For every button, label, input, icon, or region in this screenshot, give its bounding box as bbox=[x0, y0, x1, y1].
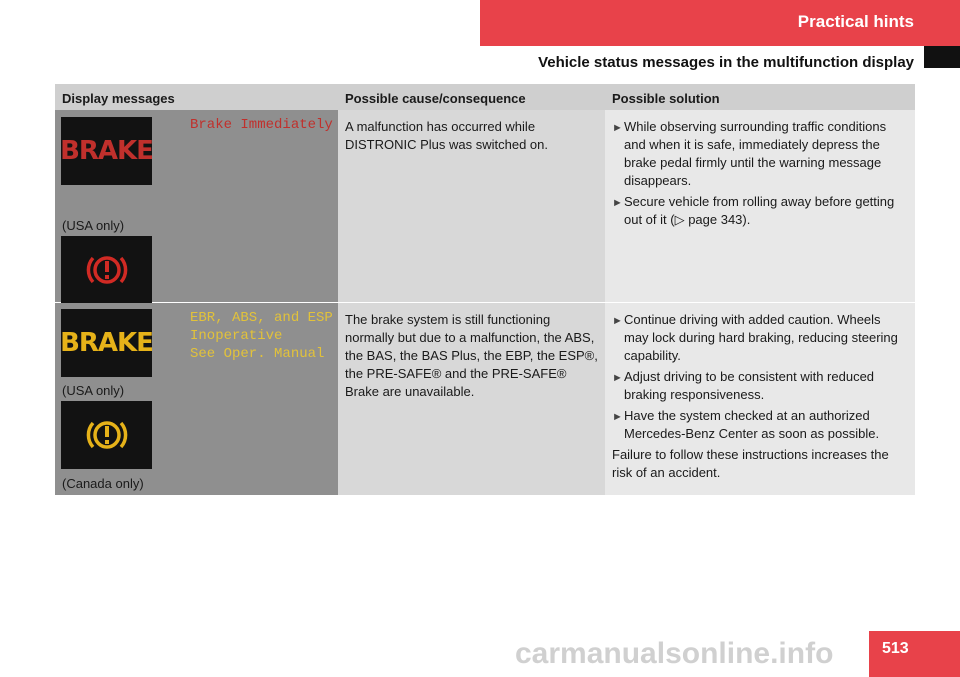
list-item bbox=[612, 193, 908, 229]
bullet-arrow-icon: ► bbox=[612, 122, 623, 134]
list-item bbox=[612, 118, 908, 190]
column-header: Display messages bbox=[62, 91, 175, 106]
brake-lamp-canada bbox=[61, 401, 152, 469]
cause-cell: The brake system is still functioning normally but due to a malfunction, the ABS, the BAS, the BAS Plus, the EBP, the ESP®, the PRE-SAFE® and the PRE-SAFE® Brake are unavailable. bbox=[338, 303, 605, 495]
display-message-cell bbox=[55, 110, 338, 302]
list-item bbox=[612, 368, 908, 404]
page-subheading: Vehicle status messages in the multifunction display bbox=[538, 54, 914, 71]
column-header: Possible cause/consequence bbox=[345, 91, 526, 106]
list-item bbox=[612, 311, 908, 365]
bullet-arrow-icon: ► bbox=[612, 197, 623, 209]
table-row bbox=[55, 110, 915, 302]
brake-warning-icon bbox=[83, 415, 131, 455]
bullet-arrow-icon: ► bbox=[612, 315, 623, 327]
solution-text: Continue driving with added caution. Wheels may lock during hard braking, reducing steering capability. bbox=[624, 312, 898, 363]
bullet-arrow-icon: ► bbox=[612, 411, 623, 423]
brake-lamp-text: BRAKE bbox=[60, 136, 153, 166]
caption-usa: (USA only) bbox=[62, 218, 125, 233]
page-number: 513 bbox=[882, 640, 909, 657]
display-message-cell bbox=[55, 303, 338, 495]
caption-usa: (USA only) bbox=[62, 383, 125, 398]
brake-lamp-usa bbox=[61, 309, 152, 377]
brake-warning-icon bbox=[83, 250, 131, 290]
solution-text: While observing surrounding traffic conditions and when it is safe, immediately depress the brake pedal firmly until the warning message disappears. bbox=[624, 119, 887, 188]
table-row bbox=[55, 302, 915, 495]
solution-text: Have the system checked at an authorized Mercedes-Benz Center as soon as possible. bbox=[624, 408, 880, 441]
watermark: carmanualsonline.info bbox=[515, 637, 834, 670]
brake-lamp-usa bbox=[61, 117, 152, 185]
section-title: Practical hints bbox=[797, 12, 914, 31]
brake-lamp-canada bbox=[61, 236, 152, 304]
table-header bbox=[55, 84, 915, 110]
solution-text: Secure vehicle from rolling away before getting out of it (▷ page 343). bbox=[624, 194, 895, 227]
solution-cell bbox=[605, 303, 915, 495]
display-message-text: EBR, ABS, and ESP Inoperative See Oper. Manual bbox=[190, 310, 333, 362]
column-header: Possible solution bbox=[612, 91, 720, 106]
display-message-text: Brake Immediately bbox=[190, 117, 333, 133]
status-message-table bbox=[55, 84, 915, 495]
list-item bbox=[612, 407, 908, 443]
cause-cell: A malfunction has occurred while DISTRONIC Plus was switched on. bbox=[338, 110, 605, 302]
brake-lamp-text: BRAKE bbox=[60, 328, 153, 358]
solution-cell bbox=[605, 110, 915, 302]
bullet-arrow-icon: ► bbox=[612, 372, 623, 384]
thumb-tab bbox=[924, 46, 960, 68]
warning-note: Failure to follow these instructions increases the risk of an accident. bbox=[612, 447, 889, 480]
solution-text: Adjust driving to be consistent with reduced braking responsiveness. bbox=[624, 369, 875, 402]
caption-canada: (Canada only) bbox=[62, 476, 144, 491]
